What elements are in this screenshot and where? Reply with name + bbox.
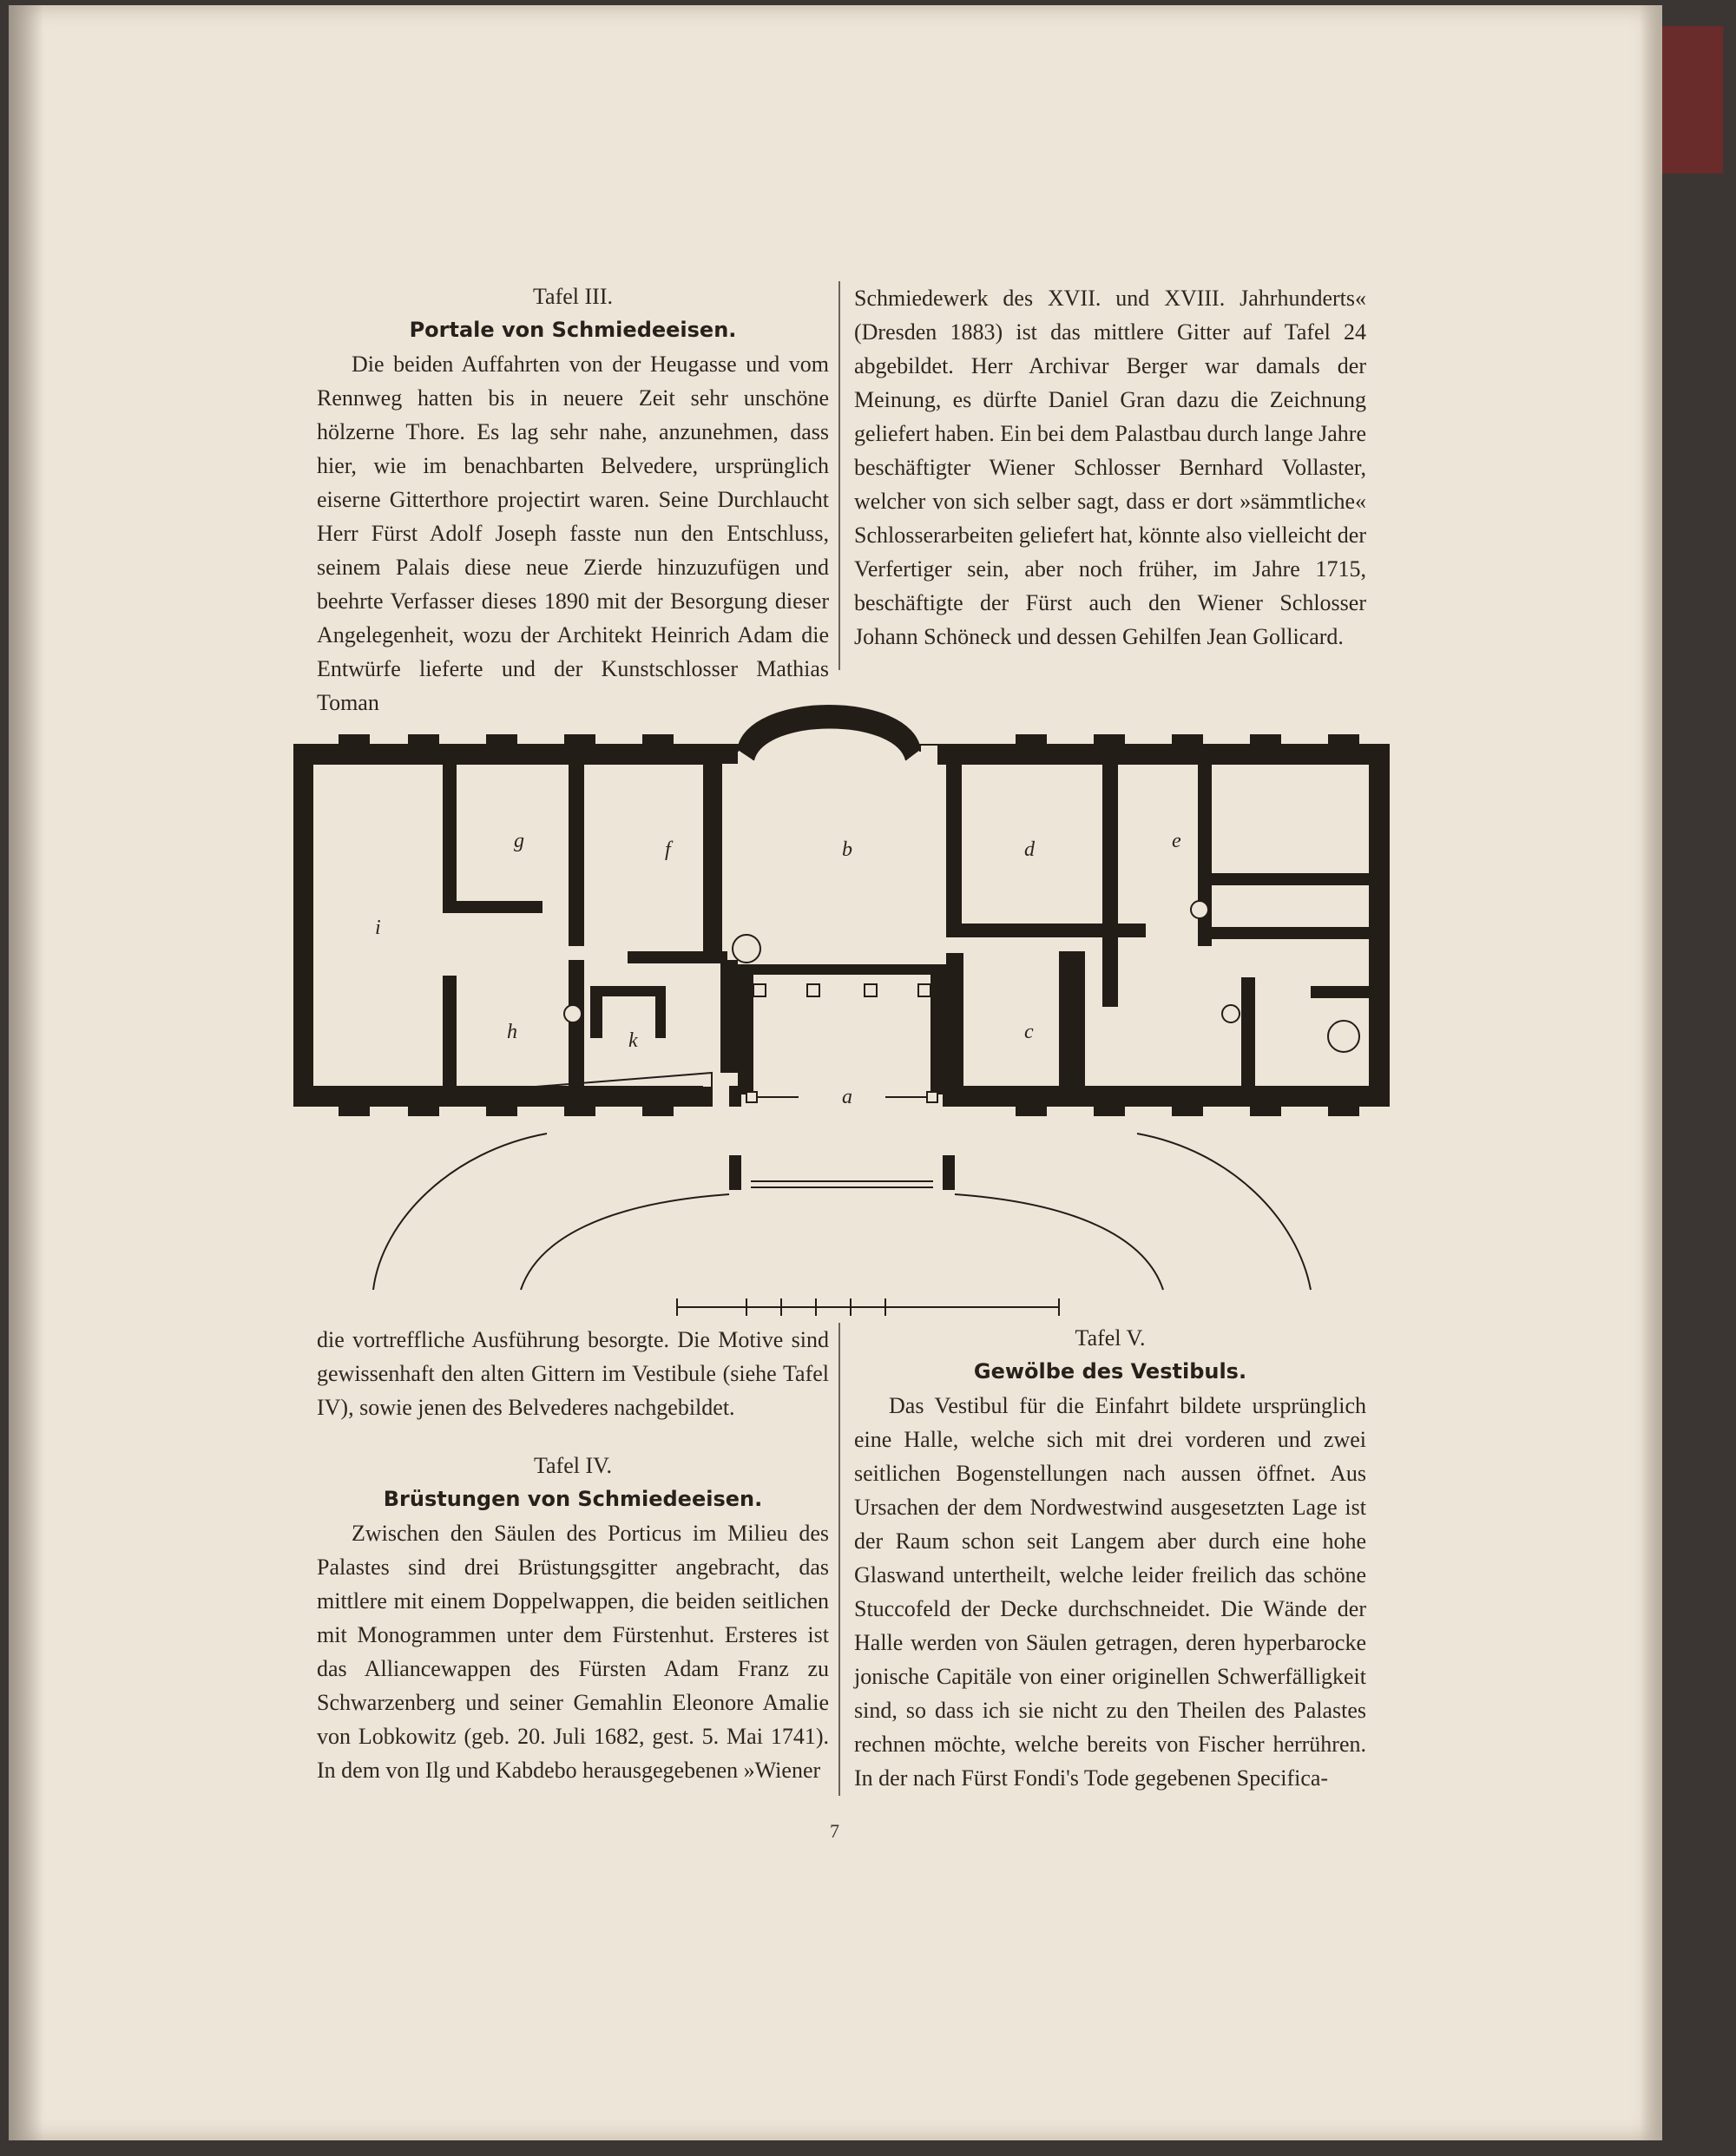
room-label-c: c <box>1024 1021 1034 1043</box>
left-top-column <box>317 281 829 720</box>
room-label-b: b <box>842 838 852 861</box>
tafel-iii-title: Tafel III. <box>532 284 613 309</box>
vestibul-paragraph: Das Vestibul für die Einfahrt bildete ursprünglich eine Halle, welche sich mit drei vorderen und zwei seitlichen Bogenstellungen nach aussen öffnet. Aus Ursachen der dem Nordwestwind ausgesetzten Lage ist der Raum schon seit Langem aber durch eine hohe Glaswand untertheilt, welche leider freilich das schöne Stuccofeld der Decke durchschneidet. Die Wände der Halle werden von Säulen getragen, deren hyperbarocke jonische Capitäle von einer originellen Schwerfälligkeit sind, so dass ich sie nicht zu den Theilen des Palastes rechnen möchte, welche bereits von Fischer herrühren. In der nach Fürst Fondi's Tode gegebenen Specifica- <box>854 1393 1366 1791</box>
room-label-g: g <box>514 830 524 852</box>
room-label-d: d <box>1024 838 1035 861</box>
room-label-f: f <box>665 838 671 861</box>
page-number: 7 <box>830 1820 839 1842</box>
room-label-k: k <box>628 1029 638 1052</box>
right-bottom-column <box>854 1323 1366 1795</box>
wiener-schmiedewerk-paragraph: Schmiedewerk des XVII. und XVIII. Jahrhunderts« (Dresden 1883) ist das mittlere Gitter auf Tafel 24 abgebildet. Herr Archivar Berger war damals der Meinung, es dürfte Daniel Gran dazu die Zeichnung geliefert haben. Ein bei dem Palastbau durch lange Jahre beschäftigter Wiener Schlosser Bernhard Vollaster, welcher von sich selber sagt, dass er dort »sämmtliche« Schlosserarbeiten geliefert hat, könnte also vielleicht der Verfertiger sein, aber noch früher, im Jahre 1715, beschäftigte der Fürst auch den Wiener Schlosser Johann Schöneck und dessen Gehilfen Jean Gollicard. <box>854 286 1366 649</box>
page-edge <box>1640 5 1662 2140</box>
ausfuehrung-paragraph: die vortreffliche Ausführung besorgte. Die Motive sind gewissenhaft den alten Gittern im Vestibule (siehe Tafel IV), sowie jenen des Belvederes nachgebildet. <box>317 1327 829 1420</box>
room-label-e: e <box>1172 830 1181 852</box>
left-bottom-column <box>317 1323 829 1787</box>
column-divider-bottom <box>838 1323 840 1796</box>
spine-shadow <box>9 5 43 2140</box>
room-label-a: a <box>842 1086 852 1108</box>
room-label-i: i <box>375 917 381 939</box>
right-top-column <box>854 281 1366 654</box>
room-label-h: h <box>507 1021 517 1043</box>
book-page <box>9 5 1662 2140</box>
tafel-v-title: Tafel V. <box>1075 1325 1146 1351</box>
palace-floor-plan <box>278 700 1406 1324</box>
tafel-iv-title: Tafel IV. <box>533 1453 613 1478</box>
portale-heading: Portale von Schmiedeeisen. <box>409 318 737 342</box>
book-cover-edge <box>1662 26 1723 174</box>
column-divider-top <box>838 281 840 670</box>
gewoelbe-heading: Gewölbe des Vestibuls. <box>973 1359 1247 1384</box>
portale-paragraph: Die beiden Auffahrten von der Heugasse und vom Rennweg hatten bis in neuere Zeit sehr unschöne hölzerne Thore. Es lag sehr nahe, anzunehmen, dass hier, wie im benachbarten Belvedere, ursprünglich eiserne Gitterthore projectirt waren. Seine Durchlaucht Herr Fürst Adolf Joseph fasste nun den Entschluss, seinem Palais diese neue Zierde hinzuzufügen und beehrte Verfasser dieses 1890 mit der Besorgung dieser Angelegenheit, wozu der Architekt Heinrich Adam die Entwürfe lieferte und der Kunstschlosser Mathias Toman <box>317 352 829 715</box>
bruestungen-heading: Brüstungen von Schmiedeeisen. <box>383 1487 763 1511</box>
bruestungen-paragraph: Zwischen den Säulen des Porticus im Milieu des Palastes sind drei Brüstungsgitter angebracht, das mittlere mit einem Doppelwappen, die beiden seitlichen mit Monogrammen unter dem Fürstenhut. Ersteres ist das Alliancewappen des Fürsten Adam Franz zu Schwarzenberg und seiner Gemahlin Eleonore Amalie von Lobkowitz (geb. 20. Juli 1682, gest. 5. Mai 1741). In dem von Ilg und Kabdebo herausgegebenen »Wiener <box>317 1521 829 1783</box>
